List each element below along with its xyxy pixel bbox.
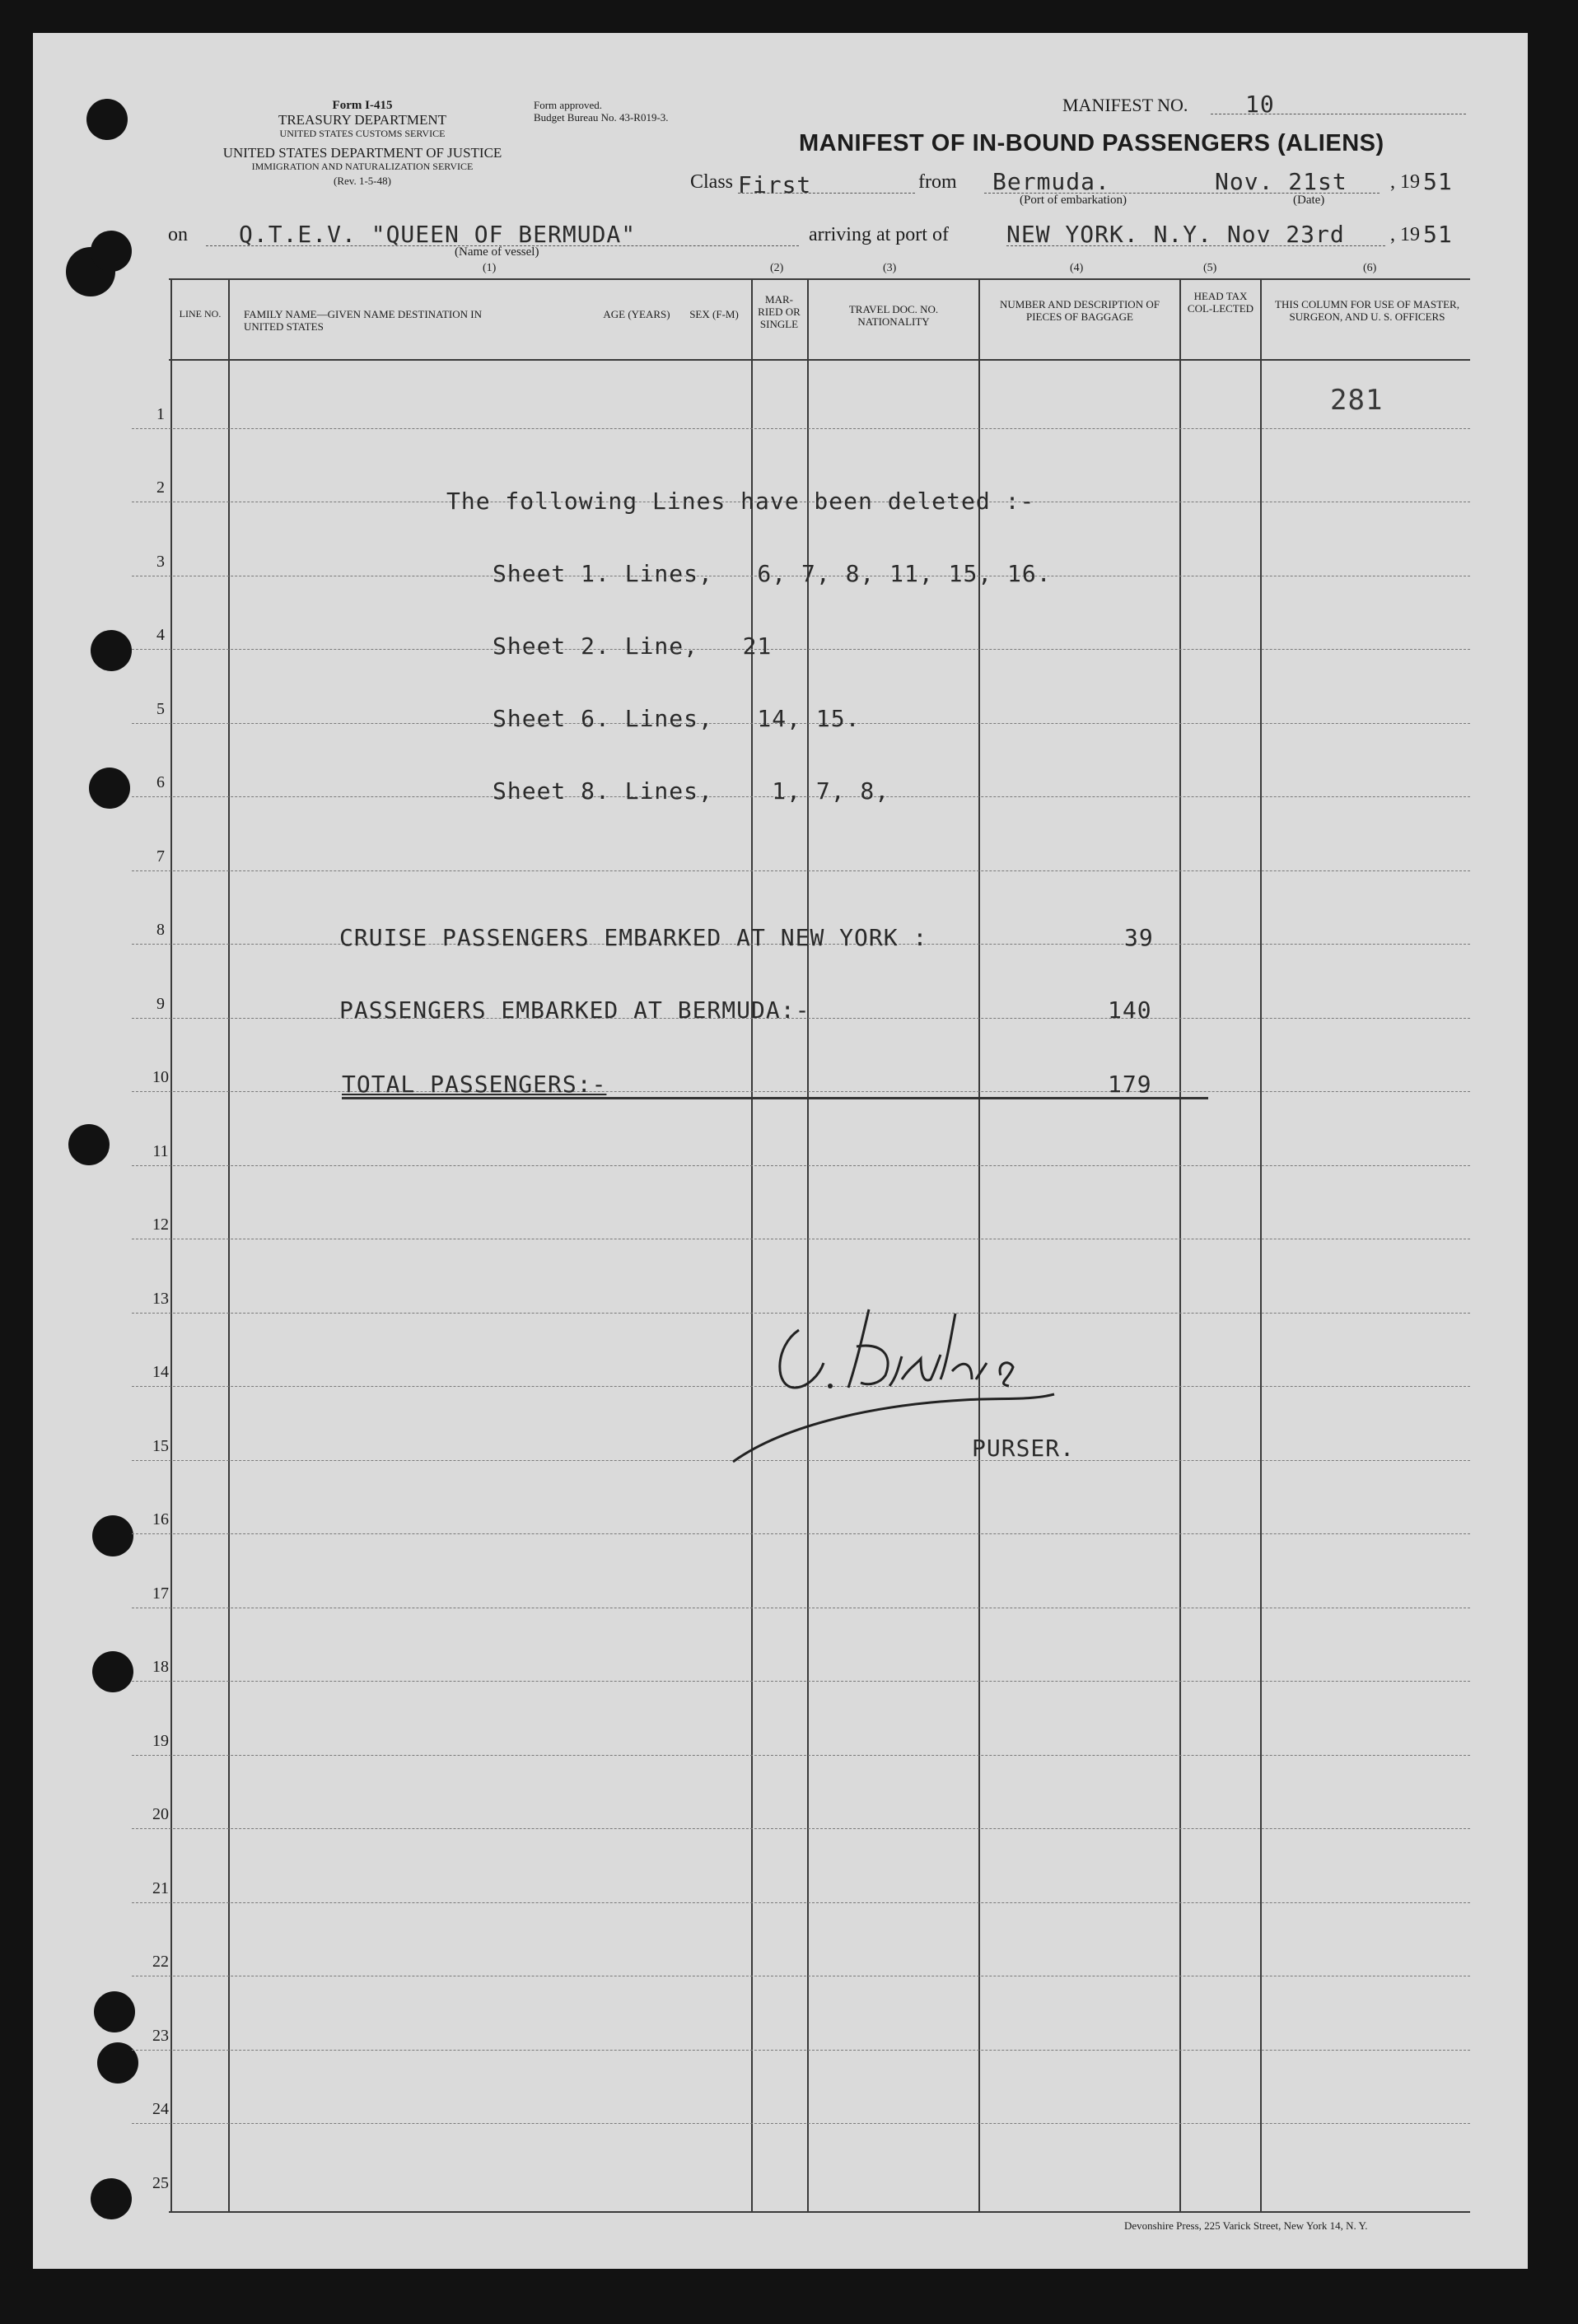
bermuda-passengers-value: 140 xyxy=(1108,996,1152,1024)
line-number: 3 xyxy=(156,552,165,571)
total-passengers-value: 179 xyxy=(1108,1071,1152,1098)
header-baggage: NUMBER AND DESCRIPTION OF PIECES OF BAGGAGE xyxy=(1000,298,1160,323)
class-label: Class xyxy=(690,171,734,193)
binder-hole xyxy=(91,231,132,272)
line-number: 21 xyxy=(152,1878,169,1897)
header-line-no: LINE NO. xyxy=(179,308,222,320)
header-head-tax: HEAD TAX COL-LECTED xyxy=(1187,290,1254,315)
column-number-1: (1) xyxy=(483,262,497,274)
port-caption: (Port of embarkation) xyxy=(1020,194,1127,207)
line-number: 23 xyxy=(152,2026,169,2045)
budget-bureau: Budget Bureau No. 43-R019-3. xyxy=(534,111,669,124)
year2-value: 51 xyxy=(1423,221,1453,248)
line-number: 1 xyxy=(156,404,165,423)
table-top-rule xyxy=(169,278,1470,280)
column-number-2: (2) xyxy=(770,262,784,274)
line-number: 20 xyxy=(152,1805,169,1823)
row-rule xyxy=(132,649,1470,650)
form-number: Form I-415 xyxy=(332,99,393,112)
from-label: from xyxy=(918,171,957,193)
row-rule xyxy=(132,2050,1470,2051)
cruise-passengers-label: CRUISE PASSENGERS EMBARKED AT NEW YORK : xyxy=(339,924,928,951)
manifest-title: MANIFEST OF IN-BOUND PASSENGERS (ALIENS) xyxy=(799,130,1384,156)
agency-header xyxy=(165,99,560,188)
binder-hole xyxy=(91,2178,132,2219)
year-label: , 19 xyxy=(1390,171,1420,193)
line-number: 2 xyxy=(156,478,165,497)
header-married: MAR-RIED OR SINGLE xyxy=(758,293,801,330)
header-travel-doc: TRAVEL DOC. NO. NATIONALITY xyxy=(848,303,939,328)
vessel-value: Q.T.E.V. "QUEEN OF BERMUDA" xyxy=(239,221,637,248)
header-family-name: FAMILY NAME—GIVEN NAME DESTINATION IN UNITED STATES xyxy=(244,308,483,333)
from-value: Bermuda. xyxy=(992,168,1110,195)
header-sex: SEX (F-M) xyxy=(689,308,739,320)
row-rule xyxy=(132,1533,1470,1534)
row-rule xyxy=(132,1165,1470,1166)
purser-label: PURSER. xyxy=(972,1435,1076,1462)
total-underline xyxy=(342,1097,1208,1099)
class-value: First xyxy=(738,171,812,198)
table-bottom-rule xyxy=(169,2211,1470,2213)
row-rule xyxy=(132,1755,1470,1756)
line-number: 14 xyxy=(152,1363,169,1381)
row-rule xyxy=(132,1902,1470,1903)
treasury-department: TREASURY DEPARTMENT xyxy=(278,112,447,128)
header-bottom-rule xyxy=(169,359,1470,361)
year2-label: , 19 xyxy=(1390,224,1420,245)
binder-hole xyxy=(89,768,130,809)
manifest-number: 10 xyxy=(1245,91,1275,118)
binder-hole xyxy=(97,2042,138,2084)
line-number: 17 xyxy=(152,1584,169,1603)
row-rule xyxy=(132,428,1470,429)
line-number: 22 xyxy=(152,1953,169,1971)
stamp-number: 281 xyxy=(1330,384,1384,417)
justice-department: UNITED STATES DEPARTMENT OF JUSTICE xyxy=(222,145,502,161)
date-value: Nov. 21st xyxy=(1215,168,1347,195)
row-rule xyxy=(132,2123,1470,2124)
year-value: 51 xyxy=(1423,168,1453,195)
row-rule xyxy=(132,870,1470,871)
header-officers: THIS COLUMN FOR USE OF MASTER, SURGEON, AND U. S. OFFICERS xyxy=(1275,298,1459,323)
deleted-lines-sheet-8: Sheet 8. Lines, 1, 7, 8, xyxy=(493,777,890,805)
line-number: 16 xyxy=(152,1510,169,1528)
binder-hole xyxy=(92,1515,133,1556)
line-number: 6 xyxy=(156,773,165,791)
deleted-lines-intro: The following Lines have been deleted :- xyxy=(446,488,1035,515)
row-rule xyxy=(132,1091,1470,1092)
line-number: 24 xyxy=(152,2100,169,2118)
year2-prefix: 19 xyxy=(1400,224,1420,245)
vessel-caption: (Name of vessel) xyxy=(455,245,539,259)
line-number: 19 xyxy=(152,1731,169,1750)
binder-hole xyxy=(68,1124,110,1165)
date-caption: (Date) xyxy=(1293,194,1325,207)
row-rule xyxy=(132,1828,1470,1829)
binder-hole xyxy=(92,1651,133,1692)
line-number: 7 xyxy=(156,847,165,866)
header-age: AGE (YEARS) xyxy=(603,308,670,320)
binder-hole xyxy=(91,630,132,671)
deleted-lines-sheet-6: Sheet 6. Lines, 14, 15. xyxy=(493,705,861,732)
column-number-6: (6) xyxy=(1363,262,1377,274)
binder-hole xyxy=(94,1991,135,2032)
customs-service: UNITED STATES CUSTOMS SERVICE xyxy=(279,128,446,139)
column-divider xyxy=(1179,278,1181,2211)
cruise-passengers-value: 39 xyxy=(1124,924,1154,951)
approval-note xyxy=(534,99,669,124)
deleted-lines-sheet-1: Sheet 1. Lines, 6, 7, 8, 11, 15, 16. xyxy=(493,560,1052,587)
line-number: 18 xyxy=(152,1658,169,1676)
arriving-label: arriving at port of xyxy=(809,224,949,245)
line-number: 10 xyxy=(152,1068,169,1086)
on-label: on xyxy=(168,224,188,245)
manifest-label: MANIFEST NO. xyxy=(1062,95,1188,115)
column-number-4: (4) xyxy=(1070,262,1084,274)
column-divider xyxy=(228,278,230,2211)
binder-hole xyxy=(86,99,128,140)
row-rule xyxy=(132,1681,1470,1682)
year-prefix: 19 xyxy=(1400,171,1420,193)
revision-note: (Rev. 1-5-48) xyxy=(334,175,391,187)
immigration-service: IMMIGRATION AND NATURALIZATION SERVICE xyxy=(251,161,474,172)
column-number-5: (5) xyxy=(1203,262,1217,274)
manifest-page xyxy=(33,33,1528,2269)
printer-imprint: Devonshire Press, 225 Varick Street, New York 14, N. Y. xyxy=(1124,2219,1368,2232)
form-approved: Form approved. xyxy=(534,99,603,111)
deleted-lines-sheet-2: Sheet 2. Line, 21 xyxy=(493,632,773,660)
line-number: 4 xyxy=(156,626,165,644)
line-number: 25 xyxy=(152,2173,169,2192)
line-number: 11 xyxy=(152,1141,169,1160)
column-number-3: (3) xyxy=(883,262,897,274)
line-number: 9 xyxy=(156,994,165,1013)
line-number: 13 xyxy=(152,1289,169,1308)
bermuda-passengers-label: PASSENGERS EMBARKED AT BERMUDA:- xyxy=(339,996,810,1024)
arriving-value: NEW YORK. N.Y. Nov 23rd xyxy=(1006,221,1345,248)
line-number: 8 xyxy=(156,921,165,939)
line-number: 5 xyxy=(156,699,165,718)
total-passengers-label: TOTAL PASSENGERS:- xyxy=(342,1071,607,1098)
line-number: 15 xyxy=(152,1436,169,1455)
line-number: 12 xyxy=(152,1216,169,1234)
column-divider xyxy=(1260,278,1262,2211)
